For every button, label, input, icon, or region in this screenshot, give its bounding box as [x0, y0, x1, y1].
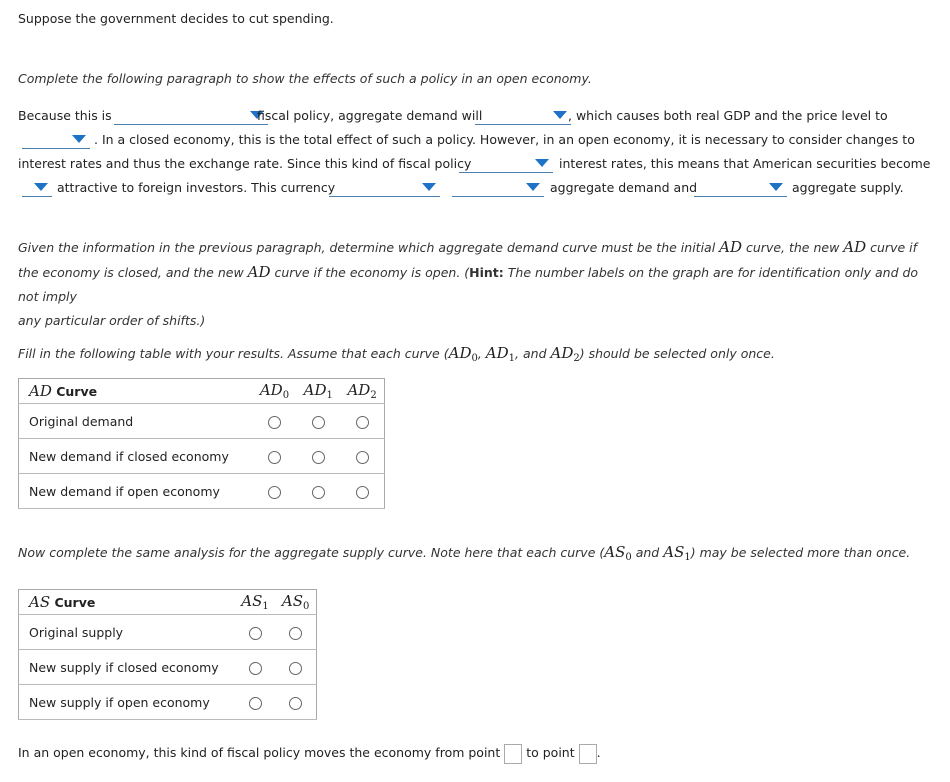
aggregate-demand-change-dropdown[interactable] [475, 104, 571, 125]
para-text-4: . In a closed economy, this is the total effect of such a policy. However, in an open economy, it is necessary to consider changes to [94, 132, 915, 147]
instruction-determine-curves [18, 235, 933, 333]
table-row [19, 650, 317, 685]
para-text-1: Because this is [18, 108, 112, 123]
instruction-paragraph: Complete the following paragraph to show the effects of such a policy in an open economy. [18, 71, 592, 86]
para-text-8: aggregate demand and [550, 180, 698, 195]
paragraph-line-3 [18, 152, 931, 176]
as-table-header: AS Curve [19, 590, 235, 615]
interest-rate-change-dropdown[interactable] [459, 152, 553, 173]
row-label-original-demand: Original demand [19, 404, 253, 439]
math-ad1: $AD_1$ [485, 344, 516, 364]
final-period: . [596, 745, 601, 760]
table-header-row [19, 379, 385, 404]
math-as0: $AS_0$ [604, 543, 632, 563]
final-text-a: In an open economy, this kind of fiscal policy moves the economy from point [18, 745, 501, 760]
math-ad: AD [247, 263, 271, 281]
chevron-down-icon [72, 135, 86, 143]
instruction-2-text-d: economy is closed, and the new [42, 265, 244, 280]
para-text-3: , which causes both real GDP and the price level to [568, 108, 888, 123]
to-point-input[interactable] [579, 744, 597, 764]
attractiveness-dropdown[interactable] [22, 176, 52, 197]
para-text-7: attractive to foreign investors. This currency [57, 180, 336, 195]
paragraph-line-1 [18, 104, 928, 128]
instruction-3-text-a: Fill in the following table with your results. Assume that each curve ( [18, 346, 449, 361]
radio-closed-ad0[interactable] [268, 451, 281, 464]
table-row [19, 685, 317, 720]
radio-open-ad1[interactable] [312, 486, 325, 499]
intro-text: Suppose the government decides to cut spending. [18, 11, 334, 26]
para-text-6: interest rates, this means that American securities become [559, 156, 931, 171]
para-text-5: interest rates and thus the exchange rate. Since this kind of fiscal policy [18, 156, 472, 171]
radio-closed-ad1[interactable] [312, 451, 325, 464]
instruction-fill-table: Fill in the following table with your results. Assume that each curve ($AD_0$, $AD_1$, and $AD_2$) should be selected only once. [18, 344, 775, 364]
gdp-price-change-dropdown[interactable] [22, 128, 90, 149]
row-label-original-supply: Original supply [19, 615, 235, 650]
hint-label: Hint: [469, 265, 504, 280]
table-row [19, 439, 385, 474]
instruction-3-text-b: ) should be selected only once. [579, 346, 775, 361]
instruction-4-text-a: Now complete the same analysis for the aggregate supply curve. Note here that each curve ( [18, 545, 605, 560]
instruction-4-text-b: ) may be selected more than once. [690, 545, 911, 560]
column-header-as1: $AS_1$ [235, 590, 276, 615]
math-ad: AD [843, 238, 867, 256]
table-row [19, 404, 385, 439]
radio-original-ad1[interactable] [312, 416, 325, 429]
para-text-9: aggregate supply. [792, 180, 904, 195]
as-curve-table [18, 589, 317, 720]
instruction-supply-analysis: Now complete the same analysis for the aggregate supply curve. Note here that each curve ($AS_0$ and $AS_1$) may be selected more than once. [18, 543, 911, 563]
net-exports-effect-dropdown[interactable] [452, 176, 544, 197]
paragraph-line-4 [18, 176, 928, 200]
instruction-2-text-b: curve, the new [746, 240, 840, 255]
currency-change-dropdown[interactable] [329, 176, 440, 197]
row-label-open-supply: New supply if open economy [19, 685, 235, 720]
column-header-ad1: $AD_1$ [296, 379, 340, 404]
radio-original-as1[interactable] [249, 627, 262, 640]
from-point-input[interactable] [504, 744, 522, 764]
radio-closed-ad2[interactable] [356, 451, 369, 464]
radio-original-as0[interactable] [289, 627, 302, 640]
fiscal-type-dropdown[interactable] [114, 104, 268, 125]
column-header-ad0: $AD_0$ [253, 379, 297, 404]
row-label-open-demand: New demand if open economy [19, 474, 253, 509]
row-label-closed-demand: New demand if closed economy [19, 439, 253, 474]
chevron-down-icon [535, 159, 549, 167]
math-ad: AD [719, 238, 743, 256]
math-as1: $AS_1$ [663, 543, 691, 563]
para-text-2: fiscal policy, aggregate demand will [257, 108, 483, 123]
column-header-ad2: $AD_2$ [340, 379, 384, 404]
radio-open-ad2[interactable] [356, 486, 369, 499]
table-header-row [19, 590, 317, 615]
instruction-2-text-a: Given the information in the previous paragraph, determine which aggregate demand curve must be the initial [18, 240, 716, 255]
table-row [19, 615, 317, 650]
radio-open-as1[interactable] [249, 697, 262, 710]
radio-open-as0[interactable] [289, 697, 302, 710]
instruction-2-text-c: curve if the [18, 240, 918, 280]
paragraph-line-2 [18, 128, 928, 152]
chevron-down-icon [769, 183, 783, 191]
instruction-2-text-e: curve if the economy is open. ( [274, 265, 470, 280]
chevron-down-icon [553, 111, 567, 119]
row-label-closed-supply: New supply if closed economy [19, 650, 235, 685]
aggregate-supply-effect-dropdown[interactable] [694, 176, 787, 197]
instruction-2-text-f: The number labels on the graph are for identification only and do not imply [18, 265, 919, 304]
math-ad0: $AD_0$ [448, 344, 478, 364]
radio-closed-as1[interactable] [249, 662, 262, 675]
radio-open-ad0[interactable] [268, 486, 281, 499]
chevron-down-icon [526, 183, 540, 191]
chevron-down-icon [34, 183, 48, 191]
instruction-2-text-g: any particular order of shifts.) [18, 313, 206, 328]
final-sentence [18, 743, 601, 764]
radio-closed-as0[interactable] [289, 662, 302, 675]
ad-curve-table [18, 378, 385, 509]
radio-original-ad0[interactable] [268, 416, 281, 429]
final-text-b: to point [526, 745, 575, 760]
math-ad2: $AD_2$ [550, 344, 580, 364]
column-header-as0: $AS_0$ [275, 590, 316, 615]
radio-original-ad2[interactable] [356, 416, 369, 429]
table-row [19, 474, 385, 509]
chevron-down-icon [422, 183, 436, 191]
ad-table-header: AD Curve [19, 379, 253, 404]
